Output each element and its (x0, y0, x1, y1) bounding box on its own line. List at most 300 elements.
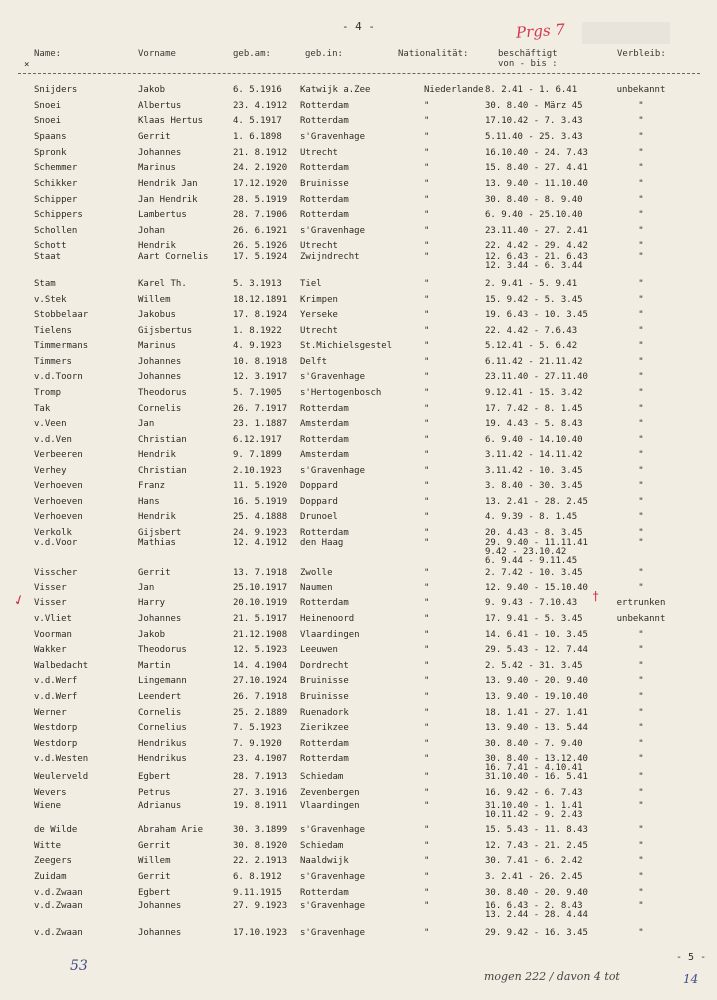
nationality: " (424, 435, 430, 445)
surname: de Wilde (34, 825, 78, 835)
whereabouts: " (638, 872, 644, 882)
birth-place: Rotterdam (300, 528, 349, 538)
employment-period: 31.10.40 - 16. 5.41 (485, 772, 588, 782)
birth-date: 1. 8.1922 (233, 326, 282, 336)
employment-periods (485, 842, 588, 851)
birth-date: 12. 4.1912 (233, 538, 288, 548)
nationality: " (424, 888, 430, 898)
header-beschaeftigt: beschäftigt (498, 49, 558, 59)
whereabouts: " (638, 676, 644, 686)
surname: v.d.Ven (34, 435, 72, 445)
nationality: " (424, 295, 430, 305)
nationality: " (424, 614, 430, 624)
employment-period: 13. 9.40 - 11.10.40 (485, 179, 588, 189)
whereabouts: " (638, 404, 644, 414)
given-name: Johan (138, 226, 166, 236)
given-name: Aart Cornelis (138, 252, 209, 262)
birth-date: 25.10.1917 (233, 583, 288, 593)
birth-date: 21. 8.1912 (233, 148, 288, 158)
surname: Timmers (34, 357, 72, 367)
whereabouts: " (638, 723, 644, 733)
whereabouts: " (638, 568, 644, 578)
employment-period: 15. 8.40 - 27. 4.41 (485, 163, 588, 173)
whereabouts: " (638, 357, 644, 367)
whereabouts: " (638, 481, 644, 491)
employment-period: 29. 9.42 - 16. 3.45 (485, 928, 588, 938)
birth-place: St.Michielsgestel (300, 341, 393, 351)
header-divider (18, 73, 700, 74)
birth-place: Naaldwijk (300, 856, 349, 866)
surname: Westdorp (34, 739, 78, 749)
surname: Westdorp (34, 723, 78, 733)
nationality: " (424, 841, 430, 851)
nationality: " (424, 630, 430, 640)
given-name: Hans (138, 497, 160, 507)
nationality: " (424, 801, 430, 811)
birth-date: 5. 7.1905 (233, 388, 282, 398)
nationality: " (424, 372, 430, 382)
nationality: " (424, 279, 430, 289)
employment-periods (485, 405, 583, 414)
whereabouts: " (638, 310, 644, 320)
given-name: Cornelis (138, 404, 182, 414)
nationality: " (424, 404, 430, 414)
birth-place: s'Gravenhage (300, 372, 366, 382)
birth-date: 26. 7.1917 (233, 404, 288, 414)
employment-period: 6. 9.44 - 9.11.45 (485, 556, 578, 566)
surname: Verbeeren (34, 450, 83, 460)
birth-place: s'Gravenhage (300, 825, 366, 835)
birth-date: 25. 4.1888 (233, 512, 288, 522)
whereabouts: " (638, 466, 644, 476)
employment-periods (485, 724, 588, 733)
given-name: Gerrit (138, 872, 171, 882)
surname: Walbedacht (34, 661, 89, 671)
birth-place: den Haag (300, 538, 344, 548)
surname: Timmermans (34, 341, 89, 351)
whereabouts: " (638, 226, 644, 236)
employment-periods (485, 529, 583, 538)
employment-period: 16.10.40 - 24. 7.43 (485, 148, 588, 158)
birth-date: 23. 1.1887 (233, 419, 288, 429)
handwritten-number-left: 53 (70, 958, 88, 974)
employment-period: 4. 9.39 - 8. 1.45 (485, 512, 578, 522)
employment-period: 6. 9.40 - 14.10.40 (485, 435, 583, 445)
nationality: " (424, 538, 430, 548)
given-name: Albertus (138, 101, 182, 111)
employment-period: 17. 9.41 - 5. 3.45 (485, 614, 583, 624)
surname: Verhoeven (34, 481, 83, 491)
whereabouts: " (638, 241, 644, 251)
employment-period: 30. 8.40 - 13.12.40 (485, 754, 588, 764)
nationality: " (424, 583, 430, 593)
birth-date: 12. 5.1923 (233, 645, 288, 655)
whereabouts: " (638, 661, 644, 671)
given-name: Martin (138, 661, 171, 671)
whereabouts: unbekannt (616, 85, 666, 95)
surname: Spaans (34, 132, 67, 142)
whereabouts: " (638, 450, 644, 460)
employment-period: 3. 8.40 - 30. 3.45 (485, 481, 583, 491)
employment-period: 30. 8.40 - 8. 9.40 (485, 195, 583, 205)
surname: v.d.Werf (34, 676, 78, 686)
birth-date: 9. 7.1899 (233, 450, 282, 460)
employment-periods (485, 513, 577, 522)
birth-date: 28. 7.1906 (233, 210, 288, 220)
cross-mark-icon: † (592, 589, 600, 603)
birth-place: Zevenbergen (300, 788, 360, 798)
given-name: Marinus (138, 163, 176, 173)
employment-period: 2. 7.42 - 10. 3.45 (485, 568, 583, 578)
nationality: " (424, 708, 430, 718)
employment-periods (485, 677, 588, 686)
employment-period: 5.11.40 - 25. 3.43 (485, 132, 583, 142)
whereabouts: " (638, 739, 644, 749)
whereabouts: " (638, 435, 644, 445)
birth-place: s'Gravenhage (300, 928, 366, 938)
birth-place: Ruenadork (300, 708, 349, 718)
nationality: " (424, 195, 430, 205)
employment-periods (485, 196, 583, 205)
given-name: Mathias (138, 538, 176, 548)
header-verbleib: Verbleib: (617, 49, 666, 59)
given-name: Hendrikus (138, 754, 187, 764)
whereabouts: " (638, 341, 644, 351)
birth-place: Schiedam (300, 772, 344, 782)
whereabouts: " (638, 116, 644, 126)
employment-periods (485, 149, 588, 158)
given-name: Karel Th. (138, 279, 187, 289)
employment-periods (485, 599, 577, 608)
surname: Weulerveld (34, 772, 89, 782)
employment-period: 19. 6.43 - 10. 3.45 (485, 310, 588, 320)
birth-place: s'Gravenhage (300, 872, 366, 882)
nationality: " (424, 481, 430, 491)
birth-date: 30. 8.1920 (233, 841, 288, 851)
birth-place: Rotterdam (300, 210, 349, 220)
birth-date: 6. 5.1916 (233, 85, 282, 95)
given-name: Jan (138, 583, 155, 593)
nationality: " (424, 252, 430, 262)
surname: Zuidam (34, 872, 67, 882)
nationality: " (424, 788, 430, 798)
birth-date: 17.12.1920 (233, 179, 288, 189)
employment-period: 10.11.42 - 9. 2.43 (485, 810, 583, 820)
given-name: Harry (138, 598, 166, 608)
employment-periods (485, 242, 588, 251)
given-name: Abraham Arie (138, 825, 204, 835)
given-name: Gerrit (138, 568, 171, 578)
employment-periods (485, 227, 588, 236)
nationality: " (424, 148, 430, 158)
whereabouts: " (638, 326, 644, 336)
birth-date: 27. 3.1916 (233, 788, 288, 798)
birth-place: s'Hertogenbosch (300, 388, 382, 398)
employment-periods (485, 180, 588, 189)
employment-period: 5.12.41 - 5. 6.42 (485, 341, 578, 351)
birth-place: Heinenoord (300, 614, 355, 624)
whereabouts: " (638, 279, 644, 289)
given-name: Willem (138, 856, 171, 866)
archive-stamp (582, 22, 670, 44)
nationality: " (424, 388, 430, 398)
given-name: Johannes (138, 928, 182, 938)
birth-place: Utrecht (300, 148, 338, 158)
surname: v.Veen (34, 419, 67, 429)
surname: Schemmer (34, 163, 78, 173)
employment-periods (485, 133, 583, 142)
birth-date: 26. 6.1921 (233, 226, 288, 236)
employment-period: 30. 7.41 - 6. 2.42 (485, 856, 583, 866)
employment-period: 6.11.42 - 21.11.42 (485, 357, 583, 367)
employment-period: 17.10.42 - 7. 3.43 (485, 116, 583, 126)
whereabouts: " (638, 801, 644, 811)
birth-place: Rotterdam (300, 888, 349, 898)
surname: Werner (34, 708, 67, 718)
whereabouts: " (638, 754, 644, 764)
header-name: Name: (34, 49, 62, 59)
nationality: " (424, 497, 430, 507)
surname: Verkolk (34, 528, 72, 538)
employment-period: 20. 4.43 - 8. 3.45 (485, 528, 583, 538)
birth-place: Bruinisse (300, 179, 349, 189)
birth-place: Utrecht (300, 241, 338, 251)
employment-periods (485, 451, 583, 460)
birth-place: Krimpen (300, 295, 338, 305)
whereabouts: " (638, 179, 644, 189)
birth-date: 23. 4.1907 (233, 754, 288, 764)
whereabouts: " (638, 210, 644, 220)
birth-place: Rotterdam (300, 101, 349, 111)
birth-place: Schiedam (300, 841, 344, 851)
employment-period: 19. 4.43 - 5. 8.43 (485, 419, 583, 429)
employment-periods (485, 86, 577, 95)
employment-periods (485, 646, 588, 655)
employment-periods (485, 482, 583, 491)
employment-period: 16. 9.42 - 6. 7.43 (485, 788, 583, 798)
surname: Schikker (34, 179, 78, 189)
surname: Snoei (34, 116, 62, 126)
nationality: " (424, 241, 430, 251)
employment-periods (485, 373, 588, 382)
employment-period: 9.42 - 23.10.42 (485, 547, 567, 557)
employment-periods (485, 327, 577, 336)
given-name: Jan Hendrik (138, 195, 198, 205)
birth-place: Rotterdam (300, 116, 349, 126)
whereabouts: " (638, 372, 644, 382)
birth-place: Katwijk a.Zee (300, 85, 371, 95)
employment-period: 3. 2.41 - 26. 2.45 (485, 872, 583, 882)
employment-period: 30. 8.40 - 20. 9.40 (485, 888, 588, 898)
whereabouts: " (638, 928, 644, 938)
surname: Schipper (34, 195, 78, 205)
employment-period: 18. 1.41 - 27. 1.41 (485, 708, 588, 718)
birth-place: Zierikzee (300, 723, 349, 733)
nationality: " (424, 326, 430, 336)
birth-date: 9.11.1915 (233, 888, 282, 898)
whereabouts: " (638, 772, 644, 782)
birth-place: Amsterdam (300, 450, 349, 460)
birth-date: 26. 7.1918 (233, 692, 288, 702)
whereabouts: " (638, 148, 644, 158)
nationality: " (424, 210, 430, 220)
employment-period: 3.11.42 - 14.11.42 (485, 450, 583, 460)
birth-date: 7. 9.1920 (233, 739, 282, 749)
employment-period: 14. 6.41 - 10. 3.45 (485, 630, 588, 640)
handwritten-stamp-note: Prgs 7 (515, 20, 566, 42)
surname: Zeegers (34, 856, 72, 866)
surname: v.d.Zwaan (34, 901, 83, 911)
whereabouts: " (638, 163, 644, 173)
given-name: Hendrik (138, 450, 176, 460)
employment-period: 30. 8.40 - 7. 9.40 (485, 739, 583, 749)
birth-place: Rotterdam (300, 404, 349, 414)
birth-date: 2.10.1923 (233, 466, 282, 476)
birth-place: Rotterdam (300, 598, 349, 608)
surname: v.d.Toorn (34, 372, 83, 382)
nationality: " (424, 357, 430, 367)
surname: Snoei (34, 101, 62, 111)
employment-period: 13. 9.40 - 13. 5.44 (485, 723, 588, 733)
surname: Spronk (34, 148, 67, 158)
surname: Wakker (34, 645, 67, 655)
given-name: Hendrik Jan (138, 179, 198, 189)
surname: Witte (34, 841, 62, 851)
employment-periods (485, 615, 583, 624)
nationality: " (424, 419, 430, 429)
nationality: " (424, 645, 430, 655)
employment-period: 3.11.42 - 10. 3.45 (485, 466, 583, 476)
birth-date: 27. 9.1923 (233, 901, 288, 911)
surname: Snijders (34, 85, 78, 95)
birth-place: Vlaardingen (300, 630, 360, 640)
employment-periods (485, 709, 588, 718)
whereabouts: " (638, 888, 644, 898)
employment-periods (485, 755, 588, 773)
given-name: Jakob (138, 630, 166, 640)
whereabouts: " (638, 419, 644, 429)
birth-date: 1. 6.1898 (233, 132, 282, 142)
employment-periods (485, 773, 588, 782)
surname: v.Vliet (34, 614, 72, 624)
nationality: " (424, 772, 430, 782)
birth-date: 24. 9.1923 (233, 528, 288, 538)
employment-period: 17. 7.42 - 8. 1.45 (485, 404, 583, 414)
given-name: Johannes (138, 372, 182, 382)
employment-period: 16. 6.43 - 2. 8.43 (485, 901, 583, 911)
whereabouts: " (638, 583, 644, 593)
surname: Wiene (34, 801, 62, 811)
given-name: Franz (138, 481, 166, 491)
whereabouts: " (638, 692, 644, 702)
employment-periods (485, 857, 583, 866)
birth-date: 21.12.1908 (233, 630, 288, 640)
employment-periods (485, 929, 588, 938)
employment-periods (485, 802, 583, 820)
birth-date: 18.12.1891 (233, 295, 288, 305)
check-mark-icon: ✓ (11, 588, 27, 611)
nationality: " (424, 310, 430, 320)
given-name: Johannes (138, 614, 182, 624)
whereabouts: " (638, 132, 644, 142)
surname: v.d.Zwaan (34, 888, 83, 898)
surname: v.d.Westen (34, 754, 89, 764)
handwritten-footnote: mogen 222 / davon 4 tot (484, 970, 620, 983)
header-vorname: Vorname (138, 49, 176, 59)
given-name: Hendrikus (138, 739, 187, 749)
employment-periods (485, 889, 588, 898)
birth-date: 6.12.1917 (233, 435, 282, 445)
employment-periods (485, 420, 583, 429)
whereabouts: " (638, 101, 644, 111)
nationality: " (424, 179, 430, 189)
birth-date: 5. 3.1913 (233, 279, 282, 289)
birth-date: 17.10.1923 (233, 928, 288, 938)
employment-periods (485, 789, 583, 798)
birth-date: 11. 5.1920 (233, 481, 288, 491)
header-von-bis: von - bis : (498, 59, 558, 69)
birth-date: 14. 4.1904 (233, 661, 288, 671)
employment-period: 23.11.40 - 27. 2.41 (485, 226, 588, 236)
whereabouts: " (638, 528, 644, 538)
whereabouts: " (638, 645, 644, 655)
birth-place: Utrecht (300, 326, 338, 336)
birth-date: 21. 5.1917 (233, 614, 288, 624)
employment-periods (485, 117, 583, 126)
birth-place: s'Gravenhage (300, 901, 366, 911)
employment-period: 12. 7.43 - 21. 2.45 (485, 841, 588, 851)
given-name: Marinus (138, 341, 176, 351)
employment-periods (485, 311, 588, 320)
employment-periods (485, 342, 577, 351)
given-name: Jakob (138, 85, 166, 95)
whereabouts: " (638, 538, 644, 548)
given-name: Gerrit (138, 132, 171, 142)
nationality: " (424, 901, 430, 911)
surname: Wevers (34, 788, 67, 798)
employment-periods (485, 631, 588, 640)
employment-periods (485, 539, 588, 566)
header-nationalitaet: Nationalität: (398, 49, 469, 59)
employment-periods (485, 296, 583, 305)
nationality: " (424, 754, 430, 764)
birth-place: Dordrecht (300, 661, 349, 671)
surname: Visscher (34, 568, 78, 578)
birth-date: 4. 5.1917 (233, 116, 282, 126)
nationality: Niederlande (424, 85, 484, 95)
birth-place: s'Gravenhage (300, 132, 366, 142)
whereabouts: " (638, 512, 644, 522)
given-name: Hendrik (138, 512, 176, 522)
nationality: " (424, 116, 430, 126)
birth-place: Bruinisse (300, 676, 349, 686)
nationality: " (424, 341, 430, 351)
employment-periods (485, 873, 583, 882)
surname: v.d.Werf (34, 692, 78, 702)
nationality: " (424, 676, 430, 686)
birth-place: Rotterdam (300, 754, 349, 764)
surname: v.d.Zwaan (34, 928, 83, 938)
employment-periods (485, 436, 583, 445)
birth-place: Zwolle (300, 568, 333, 578)
employment-periods (485, 498, 588, 507)
birth-date: 26. 5.1926 (233, 241, 288, 251)
whereabouts: " (638, 825, 644, 835)
given-name: Petrus (138, 788, 171, 798)
birth-date: 12. 3.1917 (233, 372, 288, 382)
surname: Visser (34, 598, 67, 608)
nationality: " (424, 692, 430, 702)
